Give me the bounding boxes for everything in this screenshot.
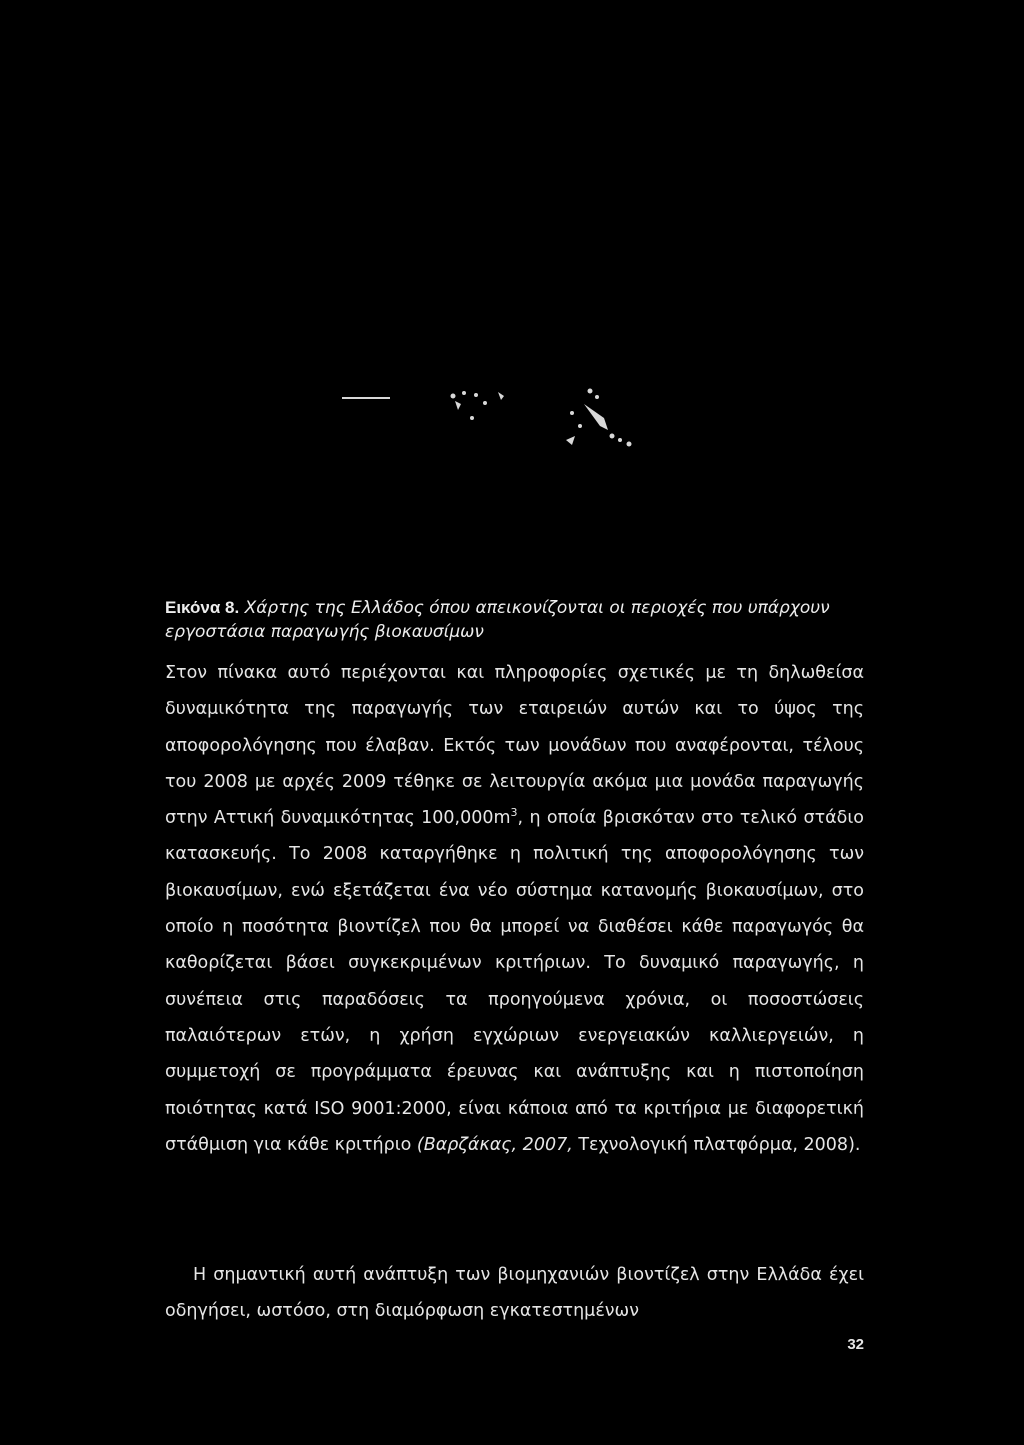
cubic-superscript: 3	[510, 806, 518, 820]
paragraph-1-text-b: , η οποία βρισκόταν στο τελικό στάδιο κατασκευής. Το 2008 καταργήθηκε η πολιτική της αποφορολόγησης των βιοκαυσίμων, ενώ εξετάζεται ένα νέο σύστημα κατανομής βιοκαυσίμων, στο οποίο η ποσότητα βιοντίζελ που θα μπορεί να διαθέσει κάθε παραγωγός θα καθορίζεται βάσει συγκεκριμένων κριτήριων. Το δυναμικό παραγωγής, η συνέπεια στις παραδόσεις τα προηγούμενα χρόνια, οι ποσοστώσεις παλαιότερων ετών, η χρήση εγχώριων ενεργειακών καλλιεργειών, η συμμετοχή σε προγράμματα έρευνας και ανάπτυξης και η πιστοποίηση ποιότητας κατά ISO 9001:2000, είναι κάποια από τα κριτήρια με διαφορετική στάθμιση για κάθε κριτήριο	[165, 808, 864, 1155]
figure-caption-text: Χάρτης της Ελλάδος όπου απεικονίζονται οι περιοχές που υπάρχουν εργοστάσια παραγωγής βιοκαυσίμων	[165, 598, 830, 642]
body-paragraph-2: Η σημαντική αυτή ανάπτυξη των βιομηχανιών βιοντίζελ στην Ελλάδα έχει οδηγήσει, ωστόσο, στη διαμόρφωση εγκατεστημένων	[165, 1265, 864, 1322]
body-paragraph-1	[165, 655, 864, 1163]
greece-map-remnant	[0, 0, 1024, 580]
paragraph-1-text-a: Στον πίνακα αυτό περιέχονται και πληροφορίες σχετικές με τη δηλωθείσα δυναμικότητα της παραγωγής των εταιρειών αυτών και το ύψος της αποφορολόγησης που έλαβαν. Εκτός των μονάδων που αναφέρονται, τέλους του 2008 με αρχές 2009 τέθηκε σε λειτουργία ακόμα μια μονάδα παραγωγής στην Αττική δυναμικότητας 100,000m	[165, 663, 864, 829]
map-figure	[0, 0, 1024, 580]
citation: (Βαρζάκας, 2007,	[416, 1134, 573, 1155]
figure-label: Εικόνα 8.	[165, 598, 240, 617]
paragraph-1-text-c: Τεχνολογική πλατφόρμα, 2008).	[572, 1134, 861, 1155]
page-number: 32	[847, 1336, 864, 1353]
figure-caption	[165, 596, 865, 644]
